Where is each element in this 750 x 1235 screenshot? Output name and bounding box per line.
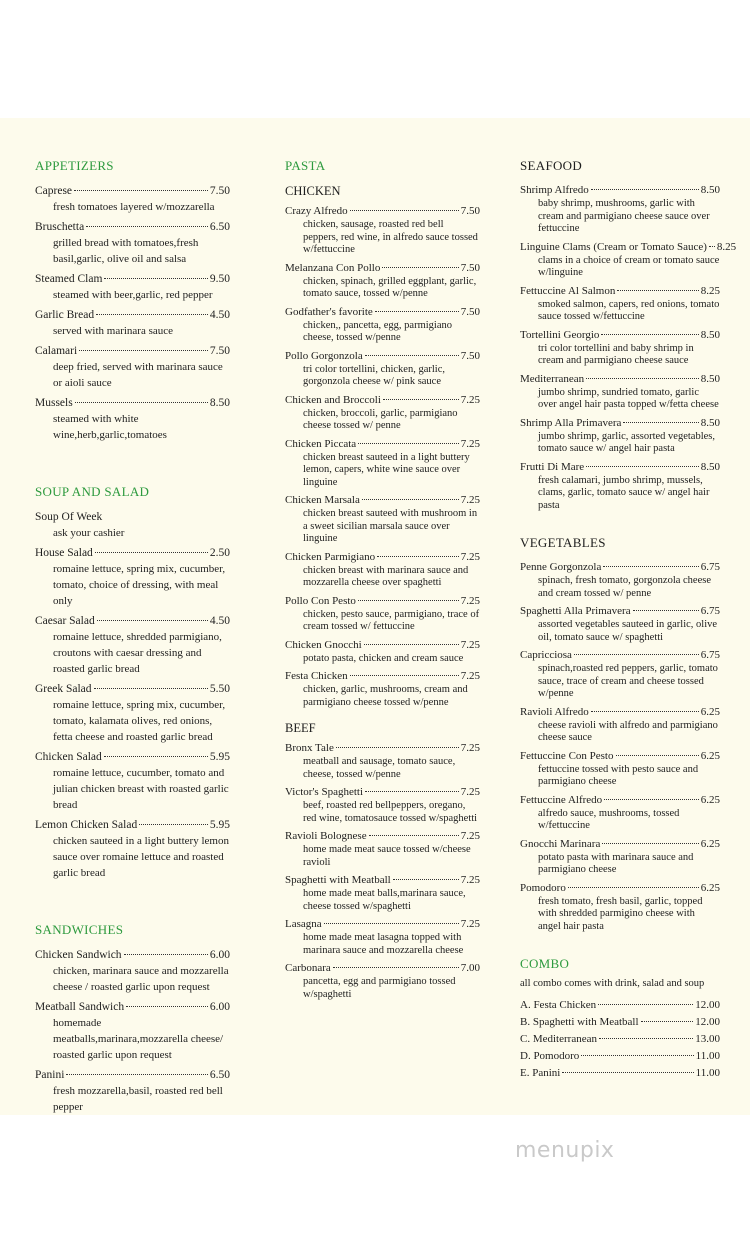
item-description: romaine lettuce, spring mix, cucumber, tomato, choice of dressing, with meal only	[53, 563, 226, 607]
item-description: potato pasta with marinara sauce and parmigiano cheese	[538, 851, 694, 875]
item-description: chicken, sausage, roasted red bell peppers, red wine, in alfredo sauce tossed w/fettuccine	[303, 219, 478, 255]
menu-column-right	[520, 158, 737, 1084]
item-price: 12.00	[695, 999, 720, 1011]
item-name: B. Spaghetti with Meatball	[520, 1016, 639, 1028]
item-price: 7.50	[460, 261, 480, 274]
item-price: 7.25	[460, 742, 480, 754]
menu-item	[285, 394, 480, 433]
item-price: 9.50	[209, 273, 230, 285]
menu-item	[520, 882, 720, 934]
item-price: 13.00	[695, 1033, 720, 1045]
menu-item	[285, 830, 480, 869]
item-name: Bruschetta	[35, 221, 85, 233]
item-name: Calamari	[35, 345, 78, 357]
menu-item	[520, 794, 720, 833]
item-price: 7.25	[460, 786, 480, 798]
menu-item	[35, 682, 230, 745]
section-title-soup-salad: SOUP AND SALAD	[35, 484, 150, 499]
item-price: 6.25	[700, 881, 720, 894]
item-price: 7.50	[460, 305, 480, 318]
item-price: 6.75	[700, 605, 720, 617]
menu-item	[35, 750, 230, 813]
item-name: Spaghetti Alla Primavera	[520, 605, 631, 617]
item-price: 7.50	[209, 185, 230, 197]
item-name: Crazy Alfredo	[285, 205, 348, 217]
menu-item	[285, 786, 480, 825]
item-name: Frutti Di Mare	[520, 460, 585, 473]
item-price: 7.50	[460, 349, 480, 362]
item-name: Chicken Marsala	[285, 494, 360, 506]
item-price: 4.50	[209, 615, 230, 627]
combo-note: all combo comes with drink, salad and soup	[520, 978, 705, 989]
item-description: fettuccine tossed with pesto sauce and parmigiano cheese	[538, 763, 699, 787]
menu-item	[520, 706, 720, 745]
item-price: 5.50	[209, 683, 230, 695]
item-description: cheese ravioli with alfredo and parmigiano cheese sauce	[538, 719, 718, 743]
menu-item	[285, 595, 480, 634]
item-description: fresh tomatoes layered w/mozzarella	[53, 201, 215, 213]
item-name: Victor's Spaghetti	[285, 786, 364, 798]
menu-item	[285, 918, 480, 957]
menu-item	[285, 874, 480, 913]
item-name: Fettuccine Alfredo	[520, 793, 603, 806]
item-description: spinach,roasted red peppers, garlic, tomato sauce, trace of cream and cheese tossed w/penne	[538, 663, 718, 699]
item-description: chicken, spinach, grilled eggplant, garlic, tomato sauce, tossed w/penne	[303, 275, 477, 299]
section-title-vegetables: VEGETABLES	[520, 535, 606, 550]
menu-item	[35, 396, 230, 443]
item-description: steamed with white wine,herb,garlic,tomatoes	[53, 413, 167, 441]
appetizers-list	[35, 184, 230, 443]
item-name: Steamed Clam	[35, 273, 103, 285]
item-description: jumbo shrimp, sundried tomato, garlic over angel hair pasta topped w/fetta cheese	[538, 386, 719, 410]
item-description: chicken, pesto sauce, parmigiano, trace of cream tossed w/ fettuccine	[303, 608, 480, 632]
item-name: Greek Salad	[35, 683, 92, 695]
section-title-seafood: SEAFOOD	[520, 158, 583, 173]
item-description: chicken, garlic, mushrooms, cream and parmigiano cheese tossed w/penne	[303, 684, 468, 708]
sandwiches-list	[35, 948, 230, 1115]
item-description: chicken, marinara sauce and mozzarella cheese / roasted garlic upon request	[53, 965, 229, 993]
item-name: Festa Chicken	[285, 670, 348, 682]
menu-item	[520, 240, 737, 280]
item-name: Panini	[35, 1069, 65, 1081]
menu-item	[35, 614, 230, 677]
item-description: tri color tortellini and baby shrimp in cream and parmigiano cheese sauce	[538, 342, 694, 366]
item-price: 6.00	[209, 1001, 230, 1013]
item-description: potato pasta, chicken and cream sauce	[303, 652, 464, 664]
menu-item	[520, 285, 720, 324]
item-description: smoked salmon, capers, red onions, tomato sauce tossed w/fettuccine	[538, 298, 720, 322]
item-name: Gnocchi Marinara	[520, 837, 601, 850]
item-name: Chicken Gnocchi	[285, 638, 362, 651]
item-price: 5.95	[209, 751, 230, 763]
item-description: alfredo sauce, mushrooms, tossed w/fettuccine	[538, 807, 680, 831]
item-price: 7.50	[209, 345, 230, 357]
menu-item	[35, 1068, 230, 1115]
combo-list	[520, 999, 720, 1080]
item-description: jumbo shrimp, garlic, assorted vegetables, tomato sauce w/ angel hair pasta	[538, 430, 715, 454]
item-name: Shrimp Alfredo	[520, 184, 589, 196]
section-title-pasta: PASTA	[285, 158, 326, 173]
item-name: Ravioli Bolognese	[285, 830, 367, 842]
menu-item	[520, 1050, 720, 1063]
item-name: Caprese	[35, 185, 73, 197]
item-description: romaine lettuce, shredded parmigiano, croutons with caesar dressing and roasted garlic bread	[53, 631, 222, 675]
item-price: 7.25	[460, 437, 480, 450]
menu-item	[285, 262, 480, 301]
item-name: Chicken Parmigiano	[285, 550, 376, 563]
item-description: chicken, broccoli, garlic, parmigiano cheese tossed w/ penne	[303, 407, 458, 431]
item-price: 7.25	[460, 638, 480, 651]
item-description: assorted vegetables sauteed in garlic, olive oil, tomato sauce w/ spaghetti	[538, 619, 718, 643]
menu-item	[35, 1000, 230, 1063]
item-name: Chicken Piccata	[285, 437, 357, 450]
item-name: C. Mediterranean	[520, 1033, 597, 1045]
item-price: 6.75	[700, 561, 720, 573]
item-description: chicken breast with marinara sauce and mozzarella cheese over spaghetti	[303, 564, 469, 588]
item-name: Garlic Bread	[35, 309, 95, 321]
menu-item	[520, 999, 720, 1012]
item-name: Mediterranean	[520, 372, 585, 385]
item-description: chicken breast sauteed in a light buttery lemon, capers, white wine sauce over linguine	[303, 451, 470, 488]
menu-item	[35, 818, 230, 881]
item-name: Linguine Clams (Cream or Tomato Sauce)	[520, 240, 707, 253]
item-description: romaine lettuce, cucumber, tomato and julian chicken breast with roasted garlic bread	[53, 767, 229, 811]
item-description: homemade meatballs,marinara,mozzarella cheese/ roasted garlic upon request	[53, 1017, 224, 1061]
item-name: Ravioli Alfredo	[520, 705, 589, 718]
item-description: baby shrimp, mushrooms, garlic with cream and parmigiano cheese sauce over fettuccine	[538, 198, 710, 234]
item-price: 6.50	[209, 1069, 230, 1081]
item-description: pancetta, egg and parmigiano tossed w/spaghetti	[303, 976, 456, 1000]
item-price: 6.25	[700, 793, 720, 806]
item-name: Pomodoro	[520, 881, 566, 894]
item-price: 7.25	[460, 670, 480, 682]
item-name: Pollo Con Pesto	[285, 594, 356, 607]
item-name: D. Pomodoro	[520, 1050, 580, 1062]
menu-item	[285, 494, 480, 546]
item-description: served with marinara sauce	[53, 325, 174, 337]
item-name: Mussels	[35, 397, 73, 409]
item-description: home made meat sauce tossed w/cheese ravioli	[303, 844, 471, 868]
menu-item	[35, 220, 230, 267]
menu-item	[520, 417, 720, 456]
item-description: fresh tomato, fresh basil, garlic, topped with shredded parmigino cheese with angel hair pasta	[538, 895, 703, 932]
menu-item	[35, 344, 230, 391]
menu-item	[520, 329, 720, 368]
soup-salad-list	[35, 510, 230, 881]
item-name: A. Festa Chicken	[520, 999, 597, 1011]
item-price: 7.25	[460, 918, 480, 930]
subsection-title-beef: BEEF	[285, 721, 316, 735]
menu-item	[520, 373, 720, 412]
menu-item	[35, 510, 230, 541]
item-name: Melanzana Con Pollo	[285, 261, 381, 274]
item-price: 12.00	[695, 1016, 720, 1028]
menu-column-middle	[285, 158, 480, 1006]
menu-item	[285, 438, 480, 490]
menu-item	[285, 306, 480, 345]
item-price: 7.00	[460, 962, 480, 974]
item-price: 8.50	[700, 372, 720, 385]
item-price: 7.25	[460, 393, 480, 406]
item-price: 11.00	[695, 1067, 720, 1079]
item-price: 7.25	[460, 874, 480, 886]
item-price: 8.50	[700, 460, 720, 473]
menupix-watermark: menupix	[515, 1138, 615, 1163]
item-price: 6.25	[700, 705, 720, 718]
section-title-appetizers: APPETIZERS	[35, 158, 114, 173]
item-description: romaine lettuce, spring mix, cucumber, tomato, kalamata olives, red onions, fetta cheese and roasted garlic bread	[53, 699, 226, 743]
section-title-sandwiches: SANDWICHES	[35, 922, 124, 937]
item-name: Carbonara	[285, 962, 331, 974]
item-description: deep fried, served with marinara sauce or aioli sauce	[53, 361, 223, 389]
item-name: Pollo Gorgonzola	[285, 349, 363, 362]
section-title-combo: COMBO	[520, 956, 570, 971]
item-description: chicken sauteed in a light buttery lemon sauce over romaine lettuce and roasted garlic bread	[53, 835, 229, 879]
item-description: beef, roasted red bellpeppers, oregano, red wine, tomatosauce tossed w/spaghetti	[303, 800, 478, 824]
item-description: fresh calamari, jumbo shrimp, mussels, clams, garlic, tomato sauce w/ angel hair pasta	[538, 474, 710, 511]
item-description: ask your cashier	[53, 527, 125, 539]
menu-item	[285, 350, 480, 389]
item-description: home made meat balls,marinara sauce, cheese tossed w/spaghetti	[303, 888, 466, 912]
menu-item	[520, 750, 720, 789]
menu-item	[285, 551, 480, 590]
item-name: Lemon Chicken Salad	[35, 819, 138, 831]
item-price: 2.50	[209, 547, 230, 559]
menu-item	[35, 184, 230, 215]
item-price: 8.25	[716, 240, 737, 253]
menu-item	[520, 561, 720, 600]
item-name: Spaghetti with Meatball	[285, 874, 391, 886]
item-name: Chicken Salad	[35, 751, 102, 763]
item-name: E. Panini	[520, 1067, 561, 1079]
item-name: Fettuccine Con Pesto	[520, 749, 614, 762]
item-description: chicken,, pancetta, egg, parmigiano cheese, tossed w/penne	[303, 319, 452, 343]
item-price: 8.50	[209, 397, 230, 409]
item-price: 7.50	[460, 205, 480, 217]
menu-item	[35, 546, 230, 609]
menu-item	[520, 605, 720, 644]
item-price: 8.50	[700, 416, 720, 429]
item-price: 6.50	[209, 221, 230, 233]
menu-item	[520, 1033, 720, 1046]
item-description: home made meat lasagna topped with marinara sauce and mozzarella cheese	[303, 932, 464, 956]
item-price: 7.25	[460, 550, 480, 563]
item-description: tri color tortellini, chicken, garlic, gorgonzola cheese w/ pink sauce	[303, 363, 445, 387]
chicken-pasta-list	[285, 205, 480, 709]
item-price: 7.25	[460, 494, 480, 506]
item-name: Lasagna	[285, 918, 322, 930]
menu-item	[285, 670, 480, 709]
menu-item	[520, 838, 720, 877]
item-description: clams in a choice of cream or tomato sauce w/linguine	[538, 254, 720, 278]
item-name: Shrimp Alla Primavera	[520, 416, 622, 429]
seafood-list	[520, 184, 737, 512]
menu-item	[285, 205, 480, 257]
item-name: Tortellini Georgio	[520, 328, 600, 341]
item-name: Caesar Salad	[35, 615, 95, 627]
menu-item	[520, 184, 720, 236]
item-description: spinach, fresh tomato, gorgonzola cheese and cream tossed w/ penne	[538, 575, 711, 599]
item-price: 7.25	[460, 830, 480, 842]
item-price: 8.25	[700, 284, 720, 297]
item-price: 8.50	[700, 328, 720, 341]
menu-item	[285, 742, 480, 781]
item-name: Bronx Tale	[285, 742, 334, 754]
item-description: steamed with beer,garlic, red pepper	[53, 289, 213, 301]
item-price: 4.50	[209, 309, 230, 321]
item-name: Meatball Sandwich	[35, 1001, 125, 1013]
menu-item	[520, 1016, 720, 1029]
item-name: House Salad	[35, 547, 93, 559]
menu-item	[35, 308, 230, 339]
menu-item	[35, 272, 230, 303]
beef-pasta-list	[285, 742, 480, 1001]
item-name: Capricciosa	[520, 649, 572, 661]
menu-column-left	[35, 158, 230, 1120]
item-price: 6.25	[700, 837, 720, 850]
menu-item	[285, 639, 480, 666]
item-description: chicken breast sauteed with mushroom in a sweet sicilian marsala sauce over linguine	[303, 508, 478, 544]
item-price: 8.50	[700, 184, 720, 196]
menu-item	[520, 461, 720, 513]
item-price: 11.00	[695, 1050, 720, 1062]
item-price: 5.95	[209, 819, 230, 831]
item-name: Godfather's favorite	[285, 305, 373, 318]
menu-page	[0, 118, 750, 1115]
item-price: 6.25	[700, 749, 720, 762]
item-price: 6.75	[700, 649, 720, 661]
item-description: meatball and sausage, tomato sauce, cheese, tossed w/penne	[303, 756, 456, 780]
item-description: fresh mozzarella,basil, roasted red bell pepper	[53, 1085, 223, 1113]
item-price: 7.25	[460, 594, 480, 607]
item-name: Soup Of Week	[35, 511, 103, 523]
subsection-title-chicken: CHICKEN	[285, 184, 341, 198]
item-name: Fettuccine Al Salmon	[520, 284, 616, 297]
item-description: grilled bread with tomatoes,fresh basil,garlic, olive oil and salsa	[53, 237, 199, 265]
menu-item	[520, 1067, 720, 1080]
menu-item	[285, 962, 480, 1001]
item-name: Chicken and Broccoli	[285, 393, 381, 406]
menu-item	[35, 948, 230, 995]
menu-item	[520, 649, 720, 701]
vegetables-list	[520, 561, 720, 933]
item-name: Chicken Sandwich	[35, 949, 122, 961]
item-price: 6.00	[209, 949, 230, 961]
item-name: Penne Gorgonzola	[520, 561, 602, 573]
